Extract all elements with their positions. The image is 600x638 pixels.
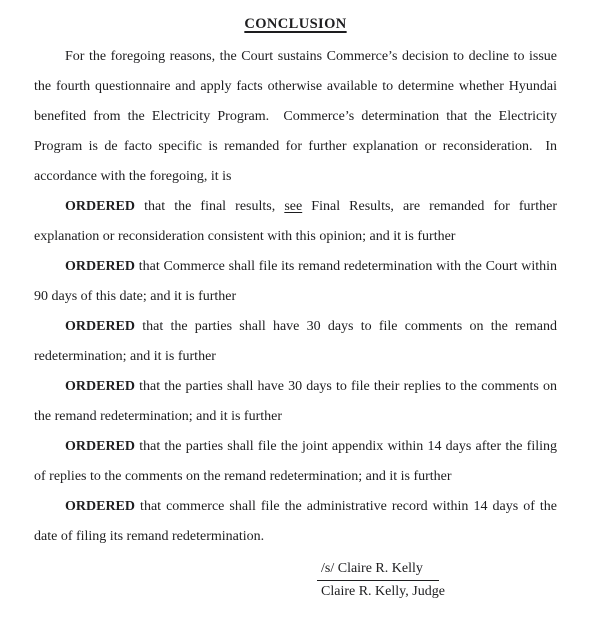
order-text: that the parties shall have 30 days to file their replies to the comments on the remand redetermination; and it is further [34, 379, 561, 424]
signature-s-line [317, 558, 557, 581]
ordered-label: ORDERED [65, 499, 136, 514]
conclusion-heading [34, 12, 557, 36]
ordered-label: ORDERED [65, 199, 136, 214]
order-text: that the parties shall have 30 days to file comments on the remand redetermination; and it is further [34, 319, 561, 364]
order-text: that commerce shall file the administrative record within 14 days of the date of filing its remand redetermination. [34, 499, 561, 544]
see-citation: see [284, 199, 303, 214]
conclusion-heading-text: CONCLUSION [244, 16, 347, 32]
order-paragraph-1 [34, 192, 561, 252]
order-text-pre: that the final results, [135, 199, 285, 214]
order-paragraph-4 [34, 372, 561, 432]
signature-name-line: Claire R. Kelly, Judge [321, 584, 445, 599]
order-text: that Commerce shall file its remand redetermination with the Court within 90 days of this date; and it is further [34, 259, 561, 304]
intro-paragraph: For the foregoing reasons, the Court sustains Commerce’s decision to decline to issue the fourth questionnaire and apply facts otherwise available to determine whether Hyundai benefited from the Electricity Program. Commerce’s determination that the Electricity Program is de facto specific is remanded for further explanation or reconsideration. In accordance with the foregoing, it is [34, 49, 561, 184]
order-text: that the parties shall file the joint appendix within 14 days after the filing of replies to the comments on the remand redetermination; and it is further [34, 439, 561, 484]
ordered-label: ORDERED [65, 439, 136, 454]
order-paragraph-3 [34, 312, 561, 372]
order-paragraph-6 [34, 492, 561, 552]
ordered-label: ORDERED [65, 259, 136, 274]
order-text-post: Final Results, are remanded for further explanation or reconsideration consistent with this opinion; and it is further [34, 199, 561, 244]
order-paragraph-2 [34, 252, 561, 312]
ordered-label: ORDERED [65, 379, 136, 394]
ordered-label: ORDERED [65, 319, 136, 334]
signature-block [317, 558, 557, 603]
signature-s-line-text: /s/ Claire R. Kelly [317, 558, 439, 581]
order-paragraph-5 [34, 432, 561, 492]
